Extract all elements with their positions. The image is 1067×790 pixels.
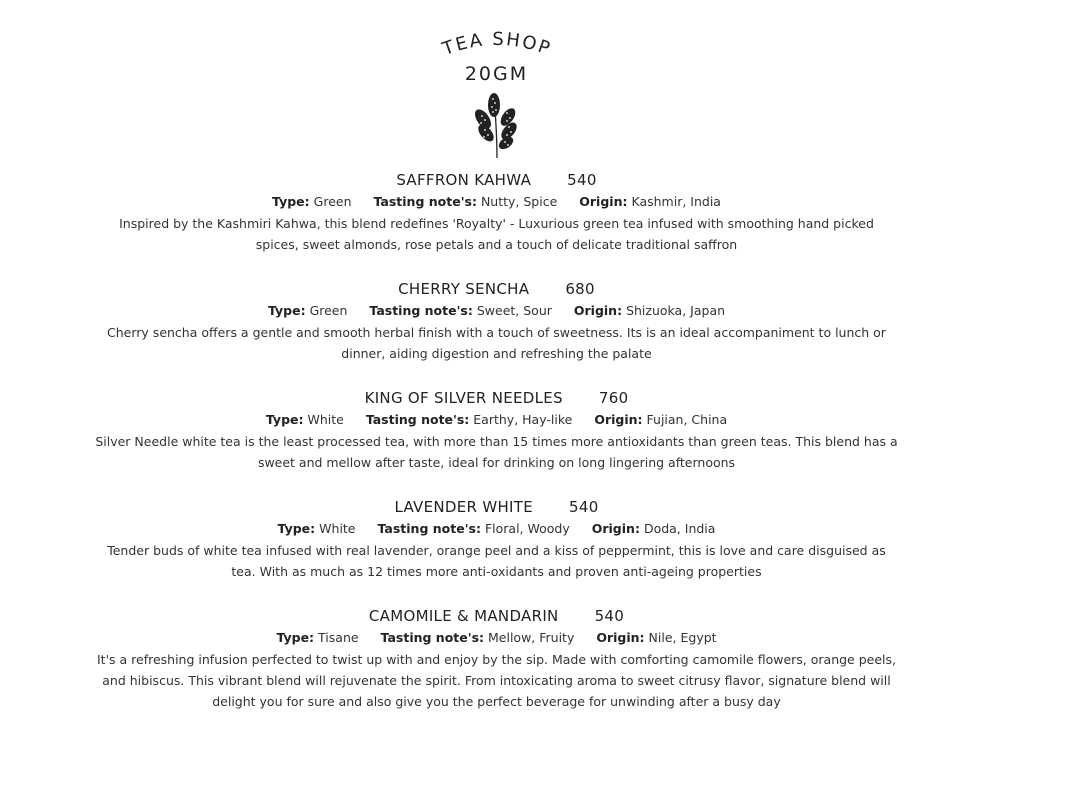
- origin-value: Nile, Egypt: [648, 630, 717, 645]
- item-title-row: [0, 497, 993, 517]
- type-label: Type:: [267, 303, 306, 318]
- tasting-value: Sweet, Sour: [476, 303, 552, 318]
- origin-value: Fujian, China: [646, 412, 728, 427]
- item-price: 540: [594, 607, 625, 625]
- menu-item: [0, 388, 993, 473]
- tasting-value: Earthy, Hay-like: [473, 412, 573, 427]
- menu-item: [0, 497, 993, 582]
- menu-item: [0, 606, 993, 712]
- origin-value: Kashmir, India: [631, 194, 721, 209]
- item-name: SAFFRON KAHWA: [396, 171, 532, 189]
- item-title-row: [0, 606, 993, 626]
- item-price: 760: [598, 389, 629, 407]
- tea-leaf-sprig-icon: [467, 91, 527, 159]
- origin-label: Origin:: [573, 303, 623, 318]
- type-field: [278, 521, 356, 536]
- tasting-label: Tasting note's:: [373, 194, 477, 209]
- description-line: Cherry sencha offers a gentle and smooth herbal finish with a touch of sweetness. Its is an ideal accompaniment to lunch or: [107, 325, 886, 340]
- description-line: Inspired by the Kashmiri Kahwa, this blend redefines 'Royalty' - Luxurious green tea infused with smoothing hand picked: [119, 216, 874, 231]
- item-name: LAVENDER WHITE: [394, 498, 534, 516]
- type-value: White: [307, 412, 344, 427]
- type-field: [268, 303, 347, 318]
- tasting-value: Nutty, Spice: [480, 194, 558, 209]
- item-title-row: [0, 279, 993, 299]
- type-value: White: [319, 521, 356, 536]
- item-title-row: [0, 388, 993, 408]
- item-meta: [0, 301, 993, 321]
- origin-value: Shizuoka, Japan: [626, 303, 726, 318]
- tasting-label: Tasting note's:: [380, 630, 485, 645]
- description-line: Tender buds of white tea infused with real lavender, orange peel and a kiss of peppermint, this is love and care disguised as: [107, 543, 886, 558]
- tasting-field: [374, 194, 558, 209]
- type-field: [266, 412, 344, 427]
- item-description: [0, 431, 993, 473]
- description-line: tea. With as much as 12 times more anti-oxidants and proven anti-ageing properties: [231, 564, 762, 579]
- tasting-label: Tasting note's:: [365, 412, 470, 427]
- origin-field: [579, 194, 721, 209]
- type-value: Green: [313, 194, 352, 209]
- description-line: Silver Needle white tea is the least processed tea, with more than 15 times more antioxidants than green teas. This blend has a: [95, 434, 898, 449]
- item-description: [0, 213, 993, 255]
- tasting-field: [366, 412, 573, 427]
- type-value: Tisane: [318, 630, 359, 645]
- type-label: Type:: [272, 194, 310, 209]
- type-field: [272, 194, 351, 209]
- item-description: [0, 322, 993, 364]
- item-price: 540: [569, 498, 599, 516]
- description-line: and hibiscus. This vibrant blend will rejuvenate the spirit. From intoxicating aroma to sweet citrusy flavor, signature blend will: [102, 673, 891, 688]
- origin-label: Origin:: [591, 521, 640, 536]
- type-label: Type:: [276, 630, 315, 645]
- origin-field: [596, 630, 716, 645]
- item-description: [0, 540, 993, 582]
- menu-item: [0, 279, 993, 364]
- item-meta: [0, 628, 993, 648]
- menu-header: [0, 30, 993, 159]
- item-meta: [0, 410, 993, 430]
- item-name: KING OF SILVER NEEDLES: [364, 389, 563, 407]
- description-line: sweet and mellow after taste, ideal for drinking on long lingering afternoons: [257, 455, 736, 470]
- tasting-field: [378, 521, 570, 536]
- tasting-field: [369, 303, 551, 318]
- tasting-label: Tasting note's:: [369, 303, 473, 318]
- item-price: 680: [565, 280, 595, 298]
- item-meta: [0, 192, 993, 212]
- origin-field: [592, 521, 716, 536]
- tasting-field: [381, 630, 575, 645]
- item-name: CHERRY SENCHA: [398, 280, 530, 298]
- shop-name: TEA SHOP: [439, 30, 554, 60]
- description-line: dinner, aiding digestion and refreshing the palate: [341, 346, 652, 361]
- type-field: [276, 630, 358, 645]
- origin-label: Origin:: [579, 194, 628, 209]
- description-line: It's a refreshing infusion perfected to twist up with and enjoy by the sip. Made with comforting camomile flowers, orange peels,: [97, 652, 896, 667]
- tasting-label: Tasting note's:: [377, 521, 481, 536]
- svg-text:TEA SHOP: [438, 30, 553, 60]
- pack-weight: 20GM: [464, 63, 529, 85]
- shop-name-arc: [427, 30, 567, 62]
- type-label: Type:: [277, 521, 316, 536]
- description-line: delight you for sure and also give you the perfect beverage for unwinding after a busy day: [212, 694, 781, 709]
- origin-value: Doda, India: [643, 521, 716, 536]
- tea-menu-list: [0, 170, 993, 736]
- item-name: CAMOMILE & MANDARIN: [368, 607, 559, 625]
- type-value: Green: [309, 303, 348, 318]
- item-meta: [0, 519, 993, 539]
- tasting-value: Floral, Woody: [484, 521, 570, 536]
- item-price: 540: [567, 171, 597, 189]
- item-title-row: [0, 170, 993, 190]
- origin-label: Origin:: [594, 412, 643, 427]
- item-description: [0, 649, 993, 712]
- description-line: spices, sweet almonds, rose petals and a touch of delicate traditional saffron: [255, 237, 738, 252]
- origin-field: [574, 303, 725, 318]
- menu-item: [0, 170, 993, 255]
- tasting-value: Mellow, Fruity: [488, 630, 575, 645]
- type-label: Type:: [265, 412, 304, 427]
- origin-label: Origin:: [596, 630, 645, 645]
- origin-field: [594, 412, 727, 427]
